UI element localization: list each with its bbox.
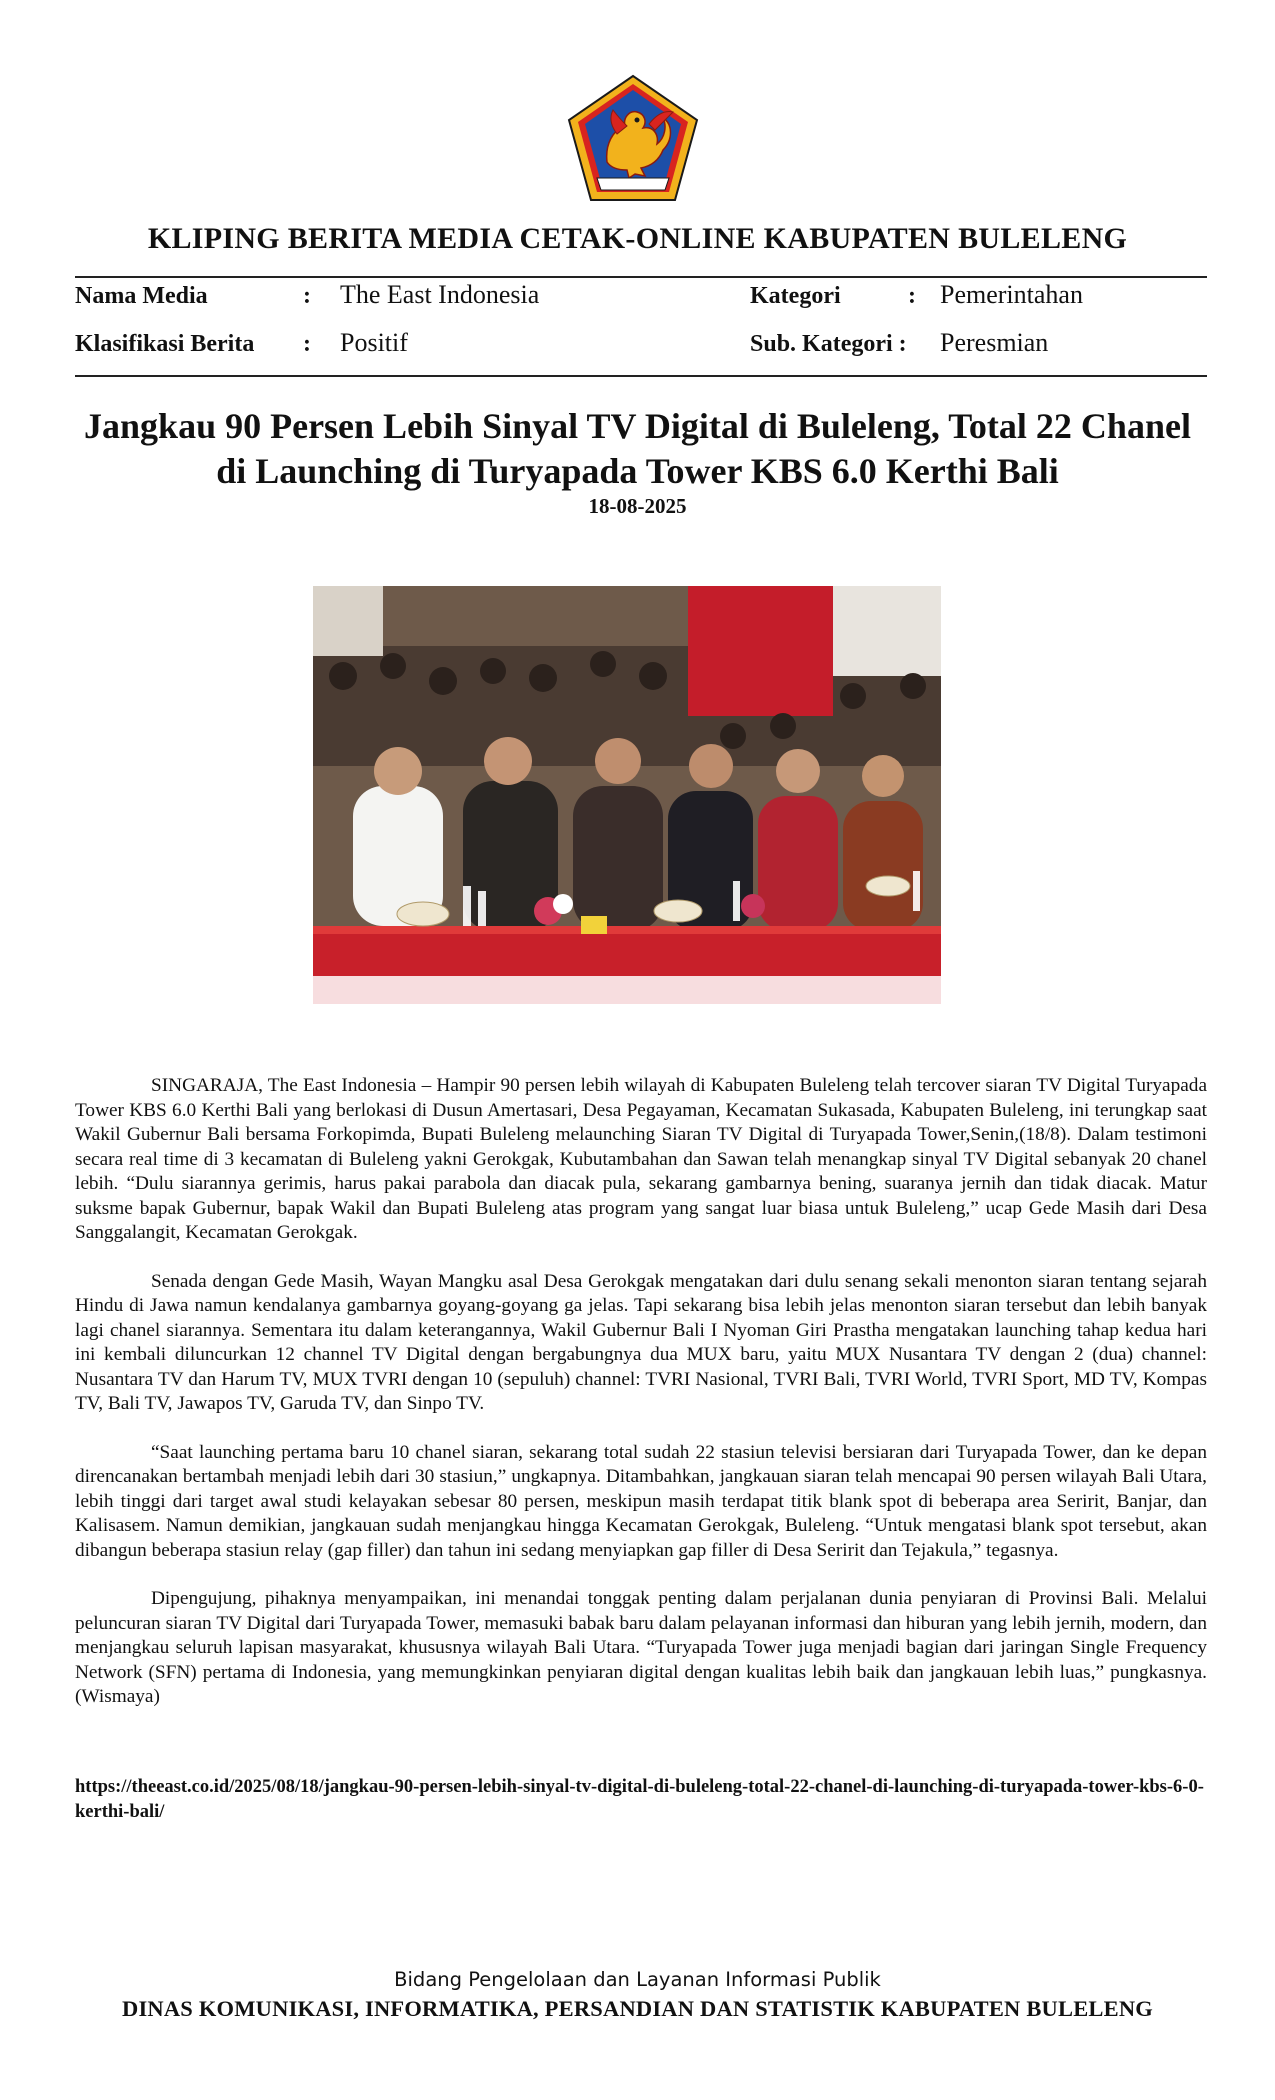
article-paragraph-3: “Saat launching pertama baru 10 chanel siaran, sekarang total sudah 22 stasiun televisi bersiaran dari Turyapada Tower, dan ke depan direncanakan bertambah menjadi lebih dari 30 stasiun,” ungkapnya. Ditambahkan, jangkauan siaran telah mencapai 90 persen wilayah Bali Utara, lebih tinggi dari target awal studi kelayakan sebesar 80 persen, meskipun masih terdapat titik blank spot di beberapa area Seririt, Banjar, dan Kalisasem. Namun demikian, jangkauan sudah menjangkau hingga Kecamatan Gerokgak, Buleleng. “Untuk mengatasi blank spot tersebut, akan dibangun beberapa stasiun relay (gap filler) dan tahun ini sedang menyiapkan gap filler di Desa Seririt dan Tejakula,” tegasnya. (75, 1441, 1207, 1561)
kategori-label: Kategori (750, 283, 841, 309)
document-title: KLIPING BERITA MEDIA CETAK-ONLINE KABUPATEN BULELENG (147, 222, 1128, 255)
headline-line-1: Jangkau 90 Persen Lebih Sinyal TV Digital di Buleleng, Total 22 Chanel (84, 406, 1191, 446)
subkategori-label: Sub. Kategori : (750, 331, 907, 357)
klasifikasi-colon: : (303, 331, 311, 357)
article-photo (313, 586, 941, 1004)
article-paragraph-2: Senada dengan Gede Masih, Wayan Mangku asal Desa Gerokgak mengatakan dari dulu senang sekali menonton siaran tentang sejarah Hindu di Jawa namun kendalanya gambarnya goyang-goyang ga jelas. Tapi sekarang bisa lebih jelas menonton siaran tersebut dan lebih banyak lagi chanel siarannya. Sementara itu dalam keterangannya, Wakil Gubernur Bali I Nyoman Giri Prastha mengatakan launching tahap kedua hari ini kembali diluncurkan 12 channel TV Digital dengan bergabungnya dua MUX baru, yaitu MUX Nusantara TV dengan 2 (dua) channel: Nusantara TV dan Harum TV, MUX TVRI dengan 10 (sepuluh) channel: TVRI Nasional, TVRI Bali, TVRI World, TVRI Sport, MD TV, Kompas TV, Bali TV, Jawapos TV, Garuda TV, dan Sinpo TV. (75, 1270, 1207, 1414)
regency-logo (567, 74, 699, 202)
event-photo-illustration (313, 586, 941, 1004)
article-date: 18-08-2025 (588, 494, 687, 518)
source-url-link[interactable]: https://theeast.co.id/2025/08/18/jangkau-90-persen-lebih-sinyal-tv-digital-di-buleleng-total-22-chanel-di-launching-di-turyapada-tower-kbs-6-0-kerthi-bali/ (75, 1777, 1204, 1822)
kategori-colon: : (908, 283, 916, 309)
article-headline (60, 404, 1215, 494)
headline-line-2: di Launching di Turyapada Tower KBS 6.0 Kerthi Bali (216, 451, 1059, 491)
media-colon: : (303, 283, 311, 309)
kategori-value: Pemerintahan (940, 280, 1083, 309)
klasifikasi-value: Positif (340, 328, 408, 357)
article-paragraph-1: SINGARAJA, The East Indonesia – Hampir 90 persen lebih wilayah di Kabupaten Buleleng telah tercover siaran TV Digital Turyapada Tower KBS 6.0 Kerthi Bali yang berlokasi di Dusun Amertasari, Desa Pegayaman, Kecamatan Sukasada, Kabupaten Buleleng, ini terungkap saat Wakil Gubernur Bali bersama Forkopimda, Bupati Buleleng melaunching Siaran TV Digital di Turyapada Tower,Senin,(18/8). Dalam testimoni secara real time di 3 kecamatan di Buleleng yakni Gerokgak, Kubutambahan dan Sawan telah menangkap sinyal TV Digital sebanyak 20 chanel lebih. “Dulu siarannya gerimis, harus pakai parabola dan diacak pula, sekarang gambarnya bening, suaranya jernih dan tidak diacak. Matur suksme bapak Gubernur, bapak Wakil dan Bupati Buleleng atas program yang sangat luar biasa untuk Buleleng,” ucap Gede Masih dari Desa Sanggalangit, Kecamatan Gerokgak. (75, 1075, 1207, 1243)
footer-division: Bidang Pengelolaan dan Layanan Informasi Publik (394, 1968, 881, 1991)
media-value: The East Indonesia (340, 280, 540, 309)
media-label: Nama Media (75, 283, 208, 309)
klasifikasi-label: Klasifikasi Berita (75, 331, 255, 357)
header-bottom-rule (75, 375, 1207, 377)
article-body (75, 1074, 1207, 1734)
subkategori-value: Peresmian (940, 328, 1049, 357)
header-top-rule (75, 276, 1207, 278)
singa-ambara-raja-logo-icon (567, 74, 699, 202)
article-paragraph-4: Dipengujung, pihaknya menyampaikan, ini menandai tonggak penting dalam perjalanan dunia penyiaran di Provinsi Bali. Melalui peluncuran siaran TV Digital dari Turyapada Tower, memasuki babak baru dalam pelayanan informasi dan hiburan yang lebih jernih, modern, dan menjangkau seluruh lapisan masyarakat, khususnya wilayah Bali Utara. “Turyapada Tower juga menjadi bagian dari jaringan Single Frequency Network (SFN) pertama di Indonesia, yang memungkinkan penyiaran digital dengan kualitas lebih baik dan jangkauan lebih luas,” pungkasnya.(Wismaya) (75, 1588, 1207, 1707)
footer-agency: DINAS KOMUNIKASI, INFORMATIKA, PERSANDIAN DAN STATISTIK KABUPATEN BULELENG (122, 1996, 1153, 2021)
